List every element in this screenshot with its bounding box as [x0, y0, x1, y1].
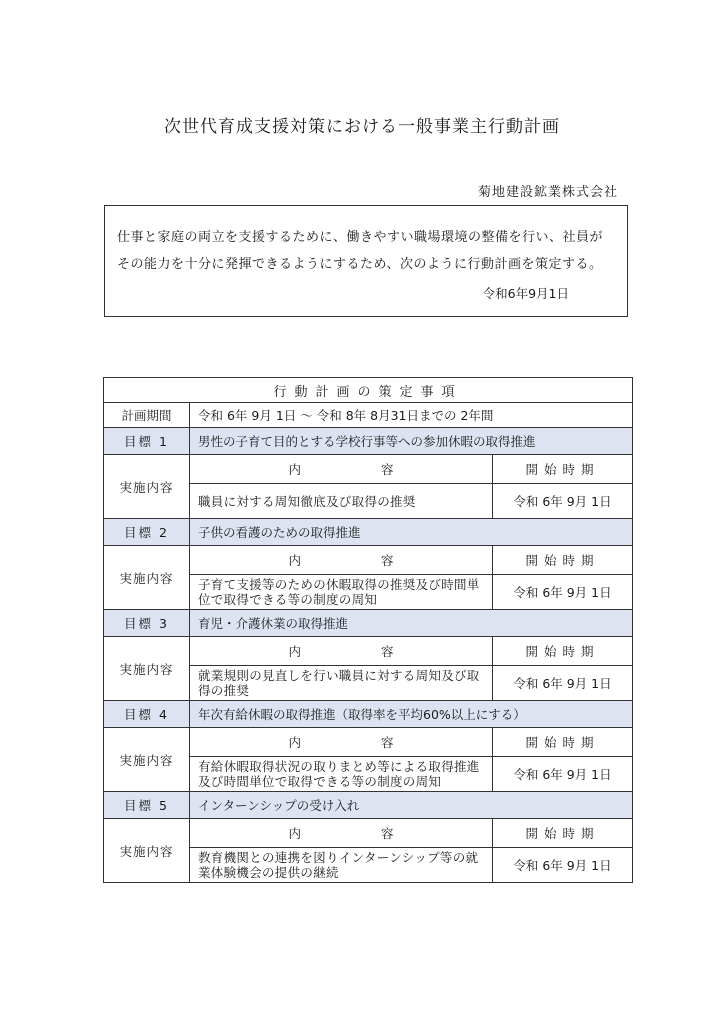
content-header-row	[104, 546, 633, 575]
content-header-b: 容	[381, 553, 394, 568]
goal-row	[104, 701, 633, 728]
content-header	[190, 819, 493, 848]
implementation-label: 実施内容	[104, 546, 190, 610]
period-label: 計画期間	[104, 403, 190, 428]
goal-title: 育児・介護休業の取得推進	[190, 610, 633, 637]
start-period-header: 開始時期	[493, 546, 633, 575]
implementation-label: 実施内容	[104, 455, 190, 519]
content-header-a: 内	[288, 735, 301, 750]
content-header-a: 内	[288, 644, 301, 659]
start-date: 令和 6年 9月 1日	[493, 484, 633, 519]
start-period-header: 開始時期	[493, 455, 633, 484]
period-value: 令和 6年 9月 1日 ～ 令和 8年 8月31日までの 2年間	[190, 403, 633, 428]
company-name: 菊地建設鉱業株式会社	[477, 185, 618, 200]
goal-title: インターンシップの受け入れ	[190, 792, 633, 819]
content-header-row	[104, 455, 633, 484]
content-header-a: 内	[288, 462, 301, 477]
start-date: 令和 6年 9月 1日	[493, 575, 633, 610]
start-date: 令和 6年 9月 1日	[493, 666, 633, 701]
goal-row	[104, 610, 633, 637]
content-header-a: 内	[288, 826, 301, 841]
start-period-header: 開始時期	[493, 637, 633, 666]
content-header	[190, 728, 493, 757]
content-text: 有給休暇取得状況の取りまとめ等による取得推進及び時間単位で取得できる等の制度の周知	[190, 757, 493, 792]
goal-label: 目標 2	[104, 519, 190, 546]
period-row	[104, 403, 633, 428]
table-heading-row	[104, 378, 633, 403]
start-period-header: 開始時期	[493, 819, 633, 848]
document-title: 次世代育成支援対策における一般事業主行動計画	[164, 117, 560, 137]
start-period-header: 開始時期	[493, 728, 633, 757]
statement-line-2: その能力を十分に発揮できるようにするため、次のように行動計画を策定する。	[117, 257, 603, 272]
content-header-b: 容	[381, 735, 394, 750]
implementation-label: 実施内容	[104, 728, 190, 792]
content-text: 子育て支援等のための休暇取得の推奨及び時間単位で取得できる等の制度の周知	[190, 575, 493, 610]
goal-title: 男性の子育て目的とする学校行事等への参加休暇の取得推進	[190, 428, 633, 455]
goal-label: 目標 4	[104, 701, 190, 728]
content-header-b: 容	[381, 826, 394, 841]
start-date: 令和 6年 9月 1日	[493, 757, 633, 792]
implementation-label: 実施内容	[104, 819, 190, 883]
goal-row	[104, 519, 633, 546]
statement-line-1: 仕事と家庭の両立を支援するために、働きやすい職場環境の整備を行い、社員が	[117, 230, 604, 245]
content-text: 教育機関との連携を図りインターンシップ等の就業体験機会の提供の継続	[190, 848, 493, 883]
content-header-a: 内	[288, 553, 301, 568]
content-header-b: 容	[381, 644, 394, 659]
statement-date: 令和6年9月1日	[482, 286, 569, 301]
goal-title: 子供の看護のための取得推進	[190, 519, 633, 546]
implementation-label: 実施内容	[104, 637, 190, 701]
content-header-row	[104, 728, 633, 757]
goal-row	[104, 792, 633, 819]
content-header-row	[104, 637, 633, 666]
goal-label: 目標 1	[104, 428, 190, 455]
start-date: 令和 6年 9月 1日	[493, 848, 633, 883]
content-header	[190, 455, 493, 484]
goal-row	[104, 428, 633, 455]
content-text: 職員に対する周知徹底及び取得の推奨	[190, 484, 493, 519]
goal-title: 年次有給休暇の取得推進（取得率を平均60%以上にする）	[190, 701, 633, 728]
content-header-b: 容	[381, 462, 394, 477]
statement-box	[104, 205, 628, 317]
content-text: 就業規則の見直しを行い職員に対する周知及び取得の推奨	[190, 666, 493, 701]
goal-label: 目標 3	[104, 610, 190, 637]
table-heading: 行動計画の策定事項	[104, 378, 633, 403]
content-header	[190, 546, 493, 575]
action-plan-table	[103, 377, 633, 883]
goal-label: 目標 5	[104, 792, 190, 819]
content-header-row	[104, 819, 633, 848]
content-header	[190, 637, 493, 666]
